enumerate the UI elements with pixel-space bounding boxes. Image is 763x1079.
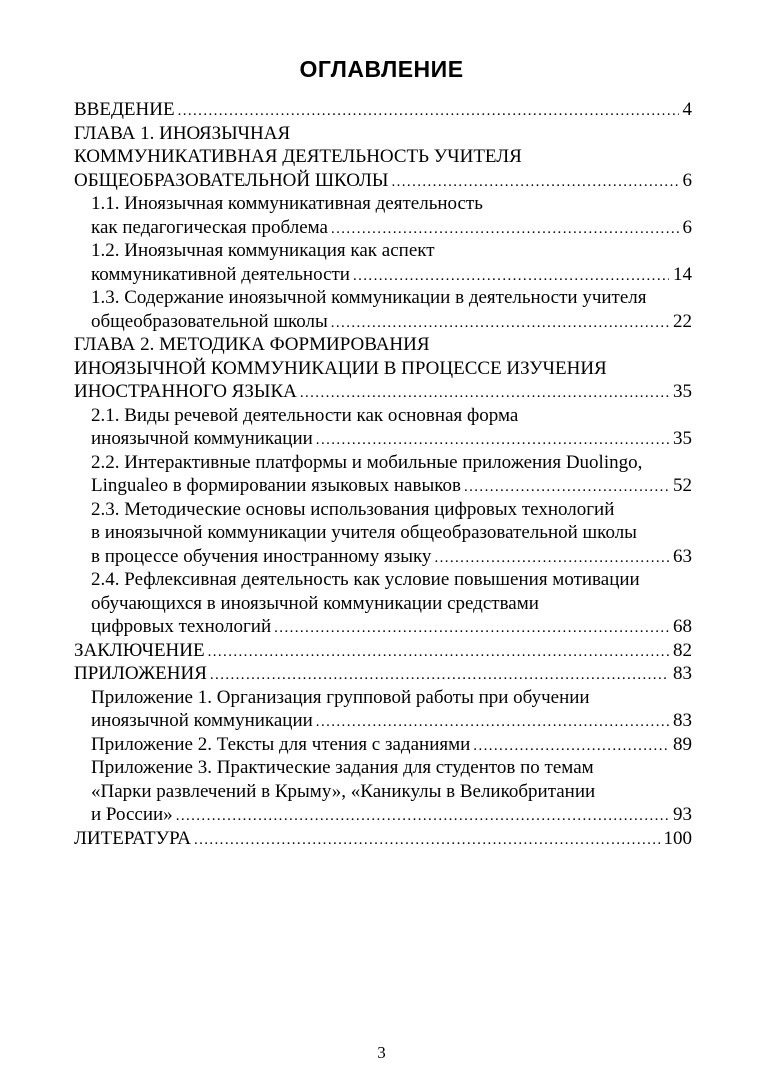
dot-leader	[210, 664, 669, 686]
toc-entry-final-line	[74, 662, 692, 686]
toc-entry-page: 82	[673, 639, 692, 661]
toc-entry-title: ЛИТЕРАТУРА	[74, 827, 191, 849]
toc-entry-final-line	[91, 709, 692, 733]
toc-entry	[74, 686, 692, 733]
dot-leader	[331, 218, 679, 240]
toc-entry	[74, 498, 692, 569]
toc-entry-final-line	[91, 733, 692, 757]
dot-leader	[331, 312, 669, 334]
dot-leader	[391, 171, 678, 193]
toc-entry-line: КОММУНИКАТИВНАЯ ДЕЯТЕЛЬНОСТЬ УЧИТЕЛЯ	[74, 146, 522, 167]
dot-leader	[208, 641, 669, 663]
toc-entry-page: 68	[673, 616, 692, 637]
toc-entry-line: обучающихся в иноязычной коммуникации средствами	[91, 592, 539, 614]
toc-entry-line: ГЛАВА 1. ИНОЯЗЫЧНАЯ	[74, 122, 291, 144]
toc-entry-line: Приложение 3. Практические задания для студентов по темам	[91, 757, 594, 778]
toc-entry-title: общеобразовательной школы	[91, 310, 328, 332]
toc-entry-final-line	[91, 545, 692, 569]
toc-entry-final-line	[74, 639, 692, 663]
toc-entry	[74, 756, 692, 827]
toc-entry-page: 6	[682, 216, 692, 238]
toc-entry-page: 14	[673, 263, 692, 285]
dot-leader	[316, 429, 669, 451]
dot-leader	[194, 829, 660, 851]
toc-entry-final-line	[91, 427, 692, 451]
toc-entry-page: 22	[673, 310, 692, 332]
dot-leader	[176, 805, 669, 827]
toc-entry	[74, 286, 692, 333]
toc-entry-line: ГЛАВА 2. МЕТОДИКА ФОРМИРОВАНИЯ	[74, 334, 430, 355]
toc-entry-title: и России»	[91, 804, 173, 825]
toc-entry	[74, 122, 692, 193]
toc-entry-title: цифровых технологий	[91, 616, 272, 637]
dot-leader	[274, 617, 669, 639]
dot-leader	[178, 100, 679, 122]
toc-entry-page: 52	[673, 475, 692, 496]
toc-entry	[74, 404, 692, 451]
toc-entry-line: 1.2. Иноязычная коммуникация как аспект	[91, 240, 435, 261]
toc-entry-page: 100	[663, 827, 692, 849]
toc-entry-line: Приложение 1. Организация групповой работы при обучении	[91, 686, 590, 708]
toc-entry	[74, 98, 692, 122]
toc-entry	[74, 192, 692, 239]
toc-entry-final-line	[91, 474, 692, 498]
dot-leader	[434, 547, 669, 569]
toc-entry	[74, 333, 692, 404]
toc-entry-page: 83	[673, 710, 692, 731]
dot-leader	[353, 265, 669, 287]
toc-entry-title: ВВЕДЕНИЕ	[74, 99, 175, 120]
toc-entry	[74, 827, 692, 851]
toc-entry	[74, 639, 692, 663]
toc-entry-title: в процессе обучения иностранному языку	[91, 545, 432, 567]
toc-entry-line: 2.1. Виды речевой деятельности как основная форма	[91, 404, 519, 426]
toc-entry-title: иноязычной коммуникации	[91, 428, 313, 449]
toc-entry-title: ОБЩЕОБРАЗОВАТЕЛЬНОЙ ШКОЛЫ	[74, 169, 389, 191]
toc-entry-final-line	[74, 827, 692, 851]
toc-entry-final-line	[74, 169, 692, 193]
toc-entry-page: 35	[673, 428, 692, 449]
toc-entry-title: Приложение 2. Тексты для чтения с заданиями	[91, 733, 471, 755]
toc-entry-page: 89	[673, 733, 692, 755]
dot-leader	[464, 476, 669, 498]
toc-entry-title: коммуникативной деятельности	[91, 263, 350, 285]
toc-entry-final-line	[74, 380, 692, 404]
toc-entry-final-line	[91, 803, 692, 827]
dot-leader	[316, 711, 669, 733]
toc-entry-page: 83	[673, 663, 692, 684]
toc-entry	[74, 239, 692, 286]
toc-entry-title: ПРИЛОЖЕНИЯ	[74, 663, 207, 684]
toc-entry-line: 2.2. Интерактивные платформы и мобильные приложения Duolingo,	[91, 451, 643, 473]
toc-entry-line: 1.3. Содержание иноязычной коммуникации в деятельности учителя	[91, 287, 647, 308]
toc-entry-final-line	[91, 263, 692, 287]
toc-entry	[74, 568, 692, 639]
toc-entry-final-line	[91, 216, 692, 240]
toc-entry-title: ИНОСТРАННОГО ЯЗЫКА	[74, 381, 297, 402]
dot-leader	[473, 735, 669, 757]
toc-entry-title: ЗАКЛЮЧЕНИЕ	[74, 639, 205, 661]
toc-entry-title: Lingualeo в формировании языковых навыков	[91, 475, 461, 496]
page-title: ОГЛАВЛЕНИЕ	[299, 56, 464, 82]
toc-entry-title: как педагогическая проблема	[91, 216, 328, 238]
page-number: 3	[377, 1043, 386, 1062]
toc-entry	[74, 733, 692, 757]
toc-entry	[74, 451, 692, 498]
toc-entry-line: ИНОЯЗЫЧНОЙ КОММУНИКАЦИИ В ПРОЦЕССЕ ИЗУЧЕНИЯ	[74, 357, 607, 379]
dot-leader	[300, 382, 669, 404]
toc-entry-line: в иноязычной коммуникации учителя общеобразовательной школы	[91, 522, 637, 543]
toc-entry-page: 93	[673, 804, 692, 825]
toc-entry	[74, 662, 692, 686]
toc-entry-final-line	[74, 98, 692, 122]
toc-entry-final-line	[91, 310, 692, 334]
table-of-contents	[74, 98, 692, 850]
toc-entry-page: 4	[682, 99, 692, 120]
toc-entry-title: иноязычной коммуникации	[91, 710, 313, 731]
toc-entry-line: «Парки развлечений в Крыму», «Каникулы в Великобритании	[91, 780, 596, 802]
toc-entry-page: 63	[673, 545, 692, 567]
toc-entry-line: 1.1. Иноязычная коммуникативная деятельность	[91, 193, 483, 214]
toc-entry-line: 2.4. Рефлексивная деятельность как условие повышения мотивации	[91, 569, 640, 590]
toc-entry-final-line	[91, 615, 692, 639]
toc-entry-line: 2.3. Методические основы использования цифровых технологий	[91, 498, 615, 520]
toc-entry-page: 6	[682, 169, 692, 191]
toc-entry-page: 35	[673, 381, 692, 402]
